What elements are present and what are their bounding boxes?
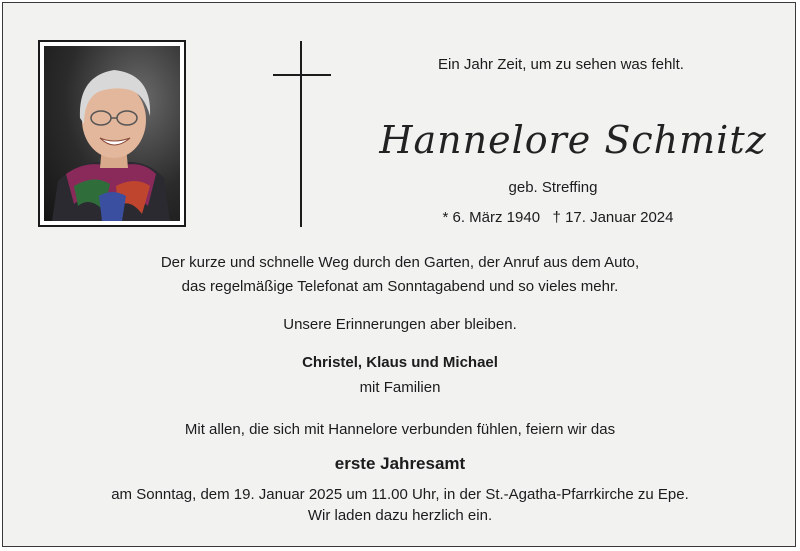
- invitation-line: Mit allen, die sich mit Hannelore verbunden fühlen, feiern wir das: [184, 421, 616, 438]
- text-line: Unsere Erinnerungen aber bleiben.: [283, 316, 517, 333]
- obituary-card: [2, 2, 796, 547]
- life-dates: * 6. März 1940 † 17. Januar 2024: [442, 209, 674, 226]
- cross-icon: [273, 41, 331, 227]
- event-title: erste Jahresamt: [334, 454, 466, 473]
- text-line: Der kurze und schnelle Weg durch den Garten, der Anruf aus dem Auto,: [160, 254, 640, 271]
- text-line: das regelmäßige Telefonat am Sonntagabend und so vieles mehr.: [181, 278, 619, 295]
- portrait-frame: [38, 40, 186, 227]
- portrait-photo: [44, 46, 180, 221]
- invitation-line: Wir laden dazu herzlich ein.: [307, 507, 493, 524]
- deceased-name: Hannelore Schmitz: [379, 118, 767, 162]
- family-suffix: mit Familien: [359, 379, 441, 396]
- motto: Ein Jahr Zeit, um zu sehen was fehlt.: [438, 56, 684, 73]
- invitation-line: am Sonntag, dem 19. Januar 2025 um 11.00 Uhr, in der St.-Agatha-Pfarrkirche zu Epe.: [111, 486, 689, 503]
- family-names: Christel, Klaus und Michael: [302, 354, 498, 371]
- birth-name: geb. Streffing: [508, 179, 598, 196]
- portrait-illustration: [44, 46, 180, 221]
